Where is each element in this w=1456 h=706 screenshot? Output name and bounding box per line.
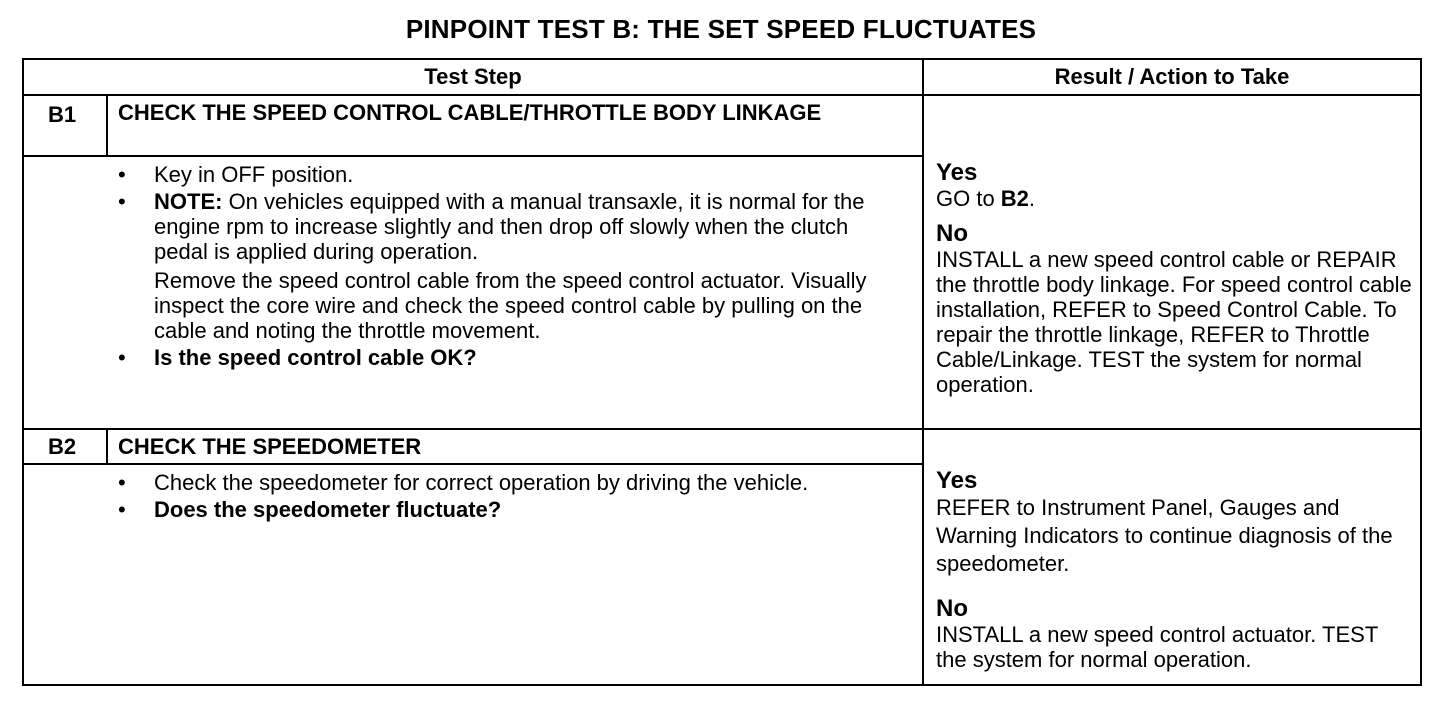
list-item: • Key in OFF position.	[118, 162, 354, 187]
list-item: • Is the speed control cable OK?	[118, 345, 477, 370]
header-divider	[24, 94, 1420, 96]
row-divider	[24, 428, 1420, 430]
no-label-b1: No	[936, 220, 968, 247]
step-id-b1: B1	[48, 102, 77, 127]
question-b2: Does the speedometer fluctuate?	[154, 497, 502, 522]
step-body-b1	[118, 162, 908, 372]
b2-title-divider	[24, 463, 922, 465]
pinpoint-test-table	[22, 58, 1422, 686]
yes-text-b1: GO to B2.	[936, 186, 1036, 211]
step-id-b2: B2	[48, 434, 77, 459]
no-label-b2: No	[936, 595, 968, 622]
no-text-b2: INSTALL a new speed control actuator. TEST the system for normal operation.	[936, 622, 1378, 672]
list-item: • NOTE: On vehicles equipped with a manual transaxle, it is normal for the engine rpm to increase slightly and then drop off slowly when the clutch pedal is applied during operation. Remove the speed control cable from the speed control actuator. Visually inspect the core wire and check the speed control cable by pulling on the cable and noting the throttle movement.	[118, 189, 908, 343]
b2-id-divider	[106, 430, 108, 464]
header-result: Result / Action to Take	[1054, 64, 1290, 89]
b1-id-divider	[106, 96, 108, 156]
step-body-b2	[118, 470, 858, 524]
result-b1	[936, 160, 1420, 407]
step-title-b2: CHECK THE SPEEDOMETER	[118, 434, 422, 459]
result-b2	[936, 468, 1406, 682]
note-continuation: Remove the speed control cable from the speed control actuator. Visually inspect the core wire and check the speed control cable by pulling on the cable and noting the throttle movement.	[154, 268, 867, 343]
column-divider	[922, 60, 924, 684]
question-b1: Is the speed control cable OK?	[154, 345, 477, 370]
no-text-b1: INSTALL a new speed control cable or REPAIR the throttle body linkage. For speed control cable installation, REFER to Speed Control Cable. To repair the throttle linkage, REFER to Throttle Cable/Linkage. TEST the system for normal operation.	[936, 247, 1412, 397]
list-item: • Does the speedometer fluctuate?	[118, 497, 502, 522]
yes-label-b1: Yes	[936, 159, 978, 186]
note-label: NOTE:	[154, 189, 223, 214]
header-test-step: Test Step	[424, 64, 522, 89]
step-title-b1: CHECK THE SPEED CONTROL CABLE/THROTTLE BODY LINKAGE	[118, 100, 822, 125]
yes-label-b2: Yes	[936, 467, 978, 494]
b1-title-divider	[24, 155, 922, 157]
list-item: • Check the speedometer for correct operation by driving the vehicle.	[118, 470, 809, 495]
page-title: PINPOINT TEST B: THE SET SPEED FLUCTUATES	[405, 14, 1037, 44]
yes-text-b2: REFER to Instrument Panel, Gauges and Warning Indicators to continue diagnosis of the speedometer.	[936, 495, 1393, 576]
